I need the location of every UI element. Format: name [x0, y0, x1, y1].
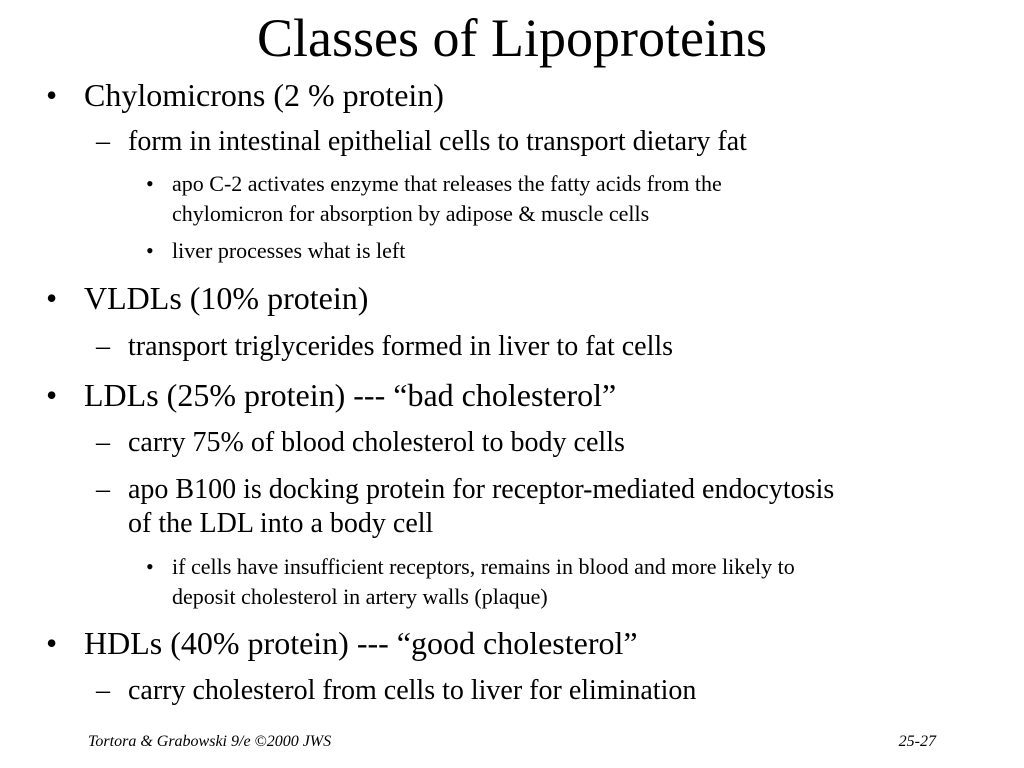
- subsubbullet-text: if cells have insufficient receptors, remains in blood and more likely to: [172, 554, 795, 579]
- dash-marker: –: [96, 427, 110, 458]
- dash-marker: –: [96, 126, 110, 157]
- subbullet-text: apo B100 is docking protein for receptor-mediated endocytosis: [128, 474, 835, 505]
- bullet-text: VLDLs (10% protein): [84, 280, 369, 316]
- subsubbullet-text: liver processes what is left: [172, 238, 406, 263]
- bullet-marker: •: [146, 554, 154, 579]
- subbullet-text: of the LDL into a body cell: [128, 508, 434, 539]
- subsubbullet-text: deposit cholesterol in artery walls (plaque): [172, 584, 548, 609]
- subsubbullet-text: apo C-2 activates enzyme that releases the fatty acids from the: [172, 171, 722, 196]
- bullet-marker: •: [46, 77, 58, 113]
- bullet-marker: •: [46, 377, 58, 413]
- bullet-marker: •: [46, 280, 58, 316]
- subbullet-text: carry cholesterol from cells to liver for elimination: [128, 675, 697, 706]
- slide-title: Classes of Lipoproteins: [257, 8, 767, 68]
- footer-citation: Tortora & Grabowski 9/e ©2000 JWS: [88, 733, 332, 750]
- bullet-text: LDLs (25% protein) --- “bad cholesterol”: [84, 377, 617, 413]
- dash-marker: –: [96, 675, 110, 706]
- subbullet-text: carry 75% of blood cholesterol to body cells: [128, 427, 625, 458]
- bullet-text: HDLs (40% protein) --- “good cholesterol”: [84, 625, 638, 661]
- dash-marker: –: [96, 474, 110, 505]
- bullet-marker: •: [146, 171, 154, 196]
- dash-marker: –: [96, 331, 110, 362]
- subsubbullet-text: chylomicron for absorption by adipose & muscle cells: [172, 201, 650, 226]
- subbullet-text: transport triglycerides formed in liver to fat cells: [128, 331, 674, 362]
- bullet-marker: •: [146, 238, 154, 263]
- subbullet-text: form in intestinal epithelial cells to transport dietary fat: [128, 126, 747, 157]
- bullet-marker: •: [46, 625, 58, 661]
- bullet-text: Chylomicrons (2 % protein): [84, 77, 444, 113]
- footer-page-number: 25-27: [898, 733, 936, 750]
